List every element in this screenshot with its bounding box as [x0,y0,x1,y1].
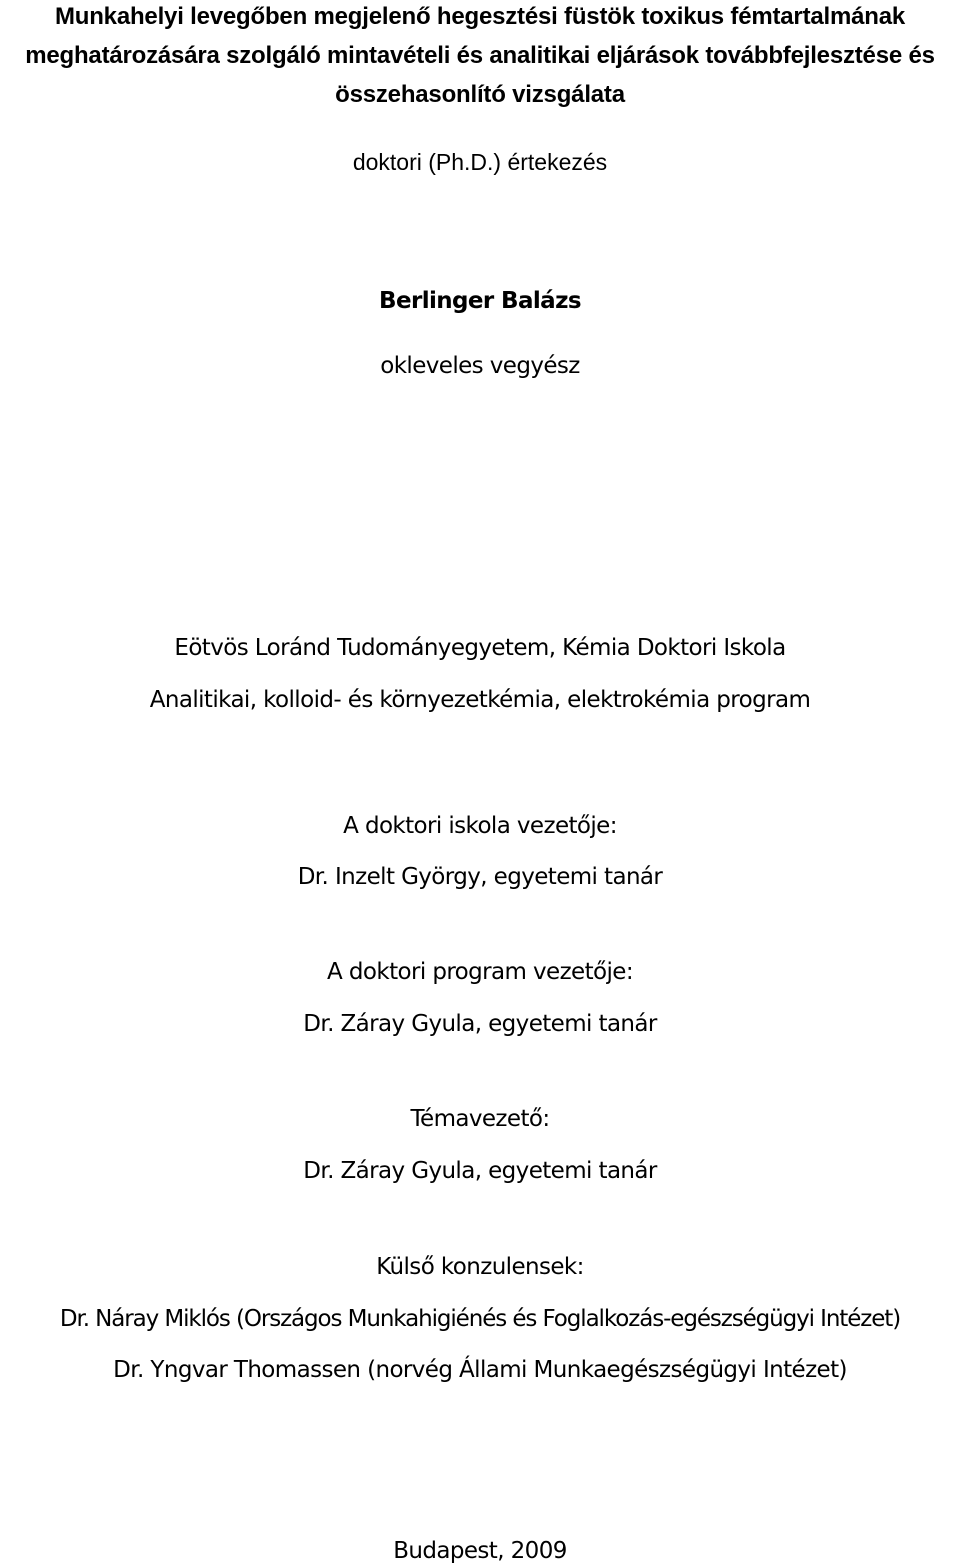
program-head-label: A doktori program vezetője: [327,959,633,985]
supervisor-label: Témavezető: [410,1106,550,1132]
author-name: Berlinger Balázs [379,288,581,314]
university: Eötvös Loránd Tudományegyetem, Kémia Doktori Iskola [174,635,786,661]
school-head-name: Dr. Inzelt György, egyetemi tanár [297,864,663,890]
place-and-year: Budapest, 2009 [393,1538,567,1564]
consultant-item: Dr. Náray Miklós (Országos Munkahigiénés és Foglalkozás-egészségügyi Intézet) [59,1306,901,1332]
consultant-item: Dr. Yngvar Thomassen (norvég Állami Munkaegészségügyi Intézet) [113,1357,847,1383]
title-line-1: Munkahelyi levegőben megjelenő hegesztési füstök toxikus fémtartalmának [54,3,906,30]
title-line-3: összehasonlító vizsgálata [335,81,625,108]
supervisor-name: Dr. Záray Gyula, egyetemi tanár [303,1158,657,1184]
title-line-2: meghatározására szolgáló mintavételi és analitikai eljárások továbbfejlesztése és [25,42,935,69]
program-head-name: Dr. Záray Gyula, egyetemi tanár [303,1011,657,1037]
consultants-label: Külső konzulensek: [376,1254,584,1280]
author-degree: okleveles vegyész [380,353,580,379]
doctoral-program: Analitikai, kolloid- és környezetkémia, elektrokémia program [149,687,811,713]
thesis-type: doktori (Ph.D.) értekezés [352,149,608,175]
school-head-label: A doktori iskola vezetője: [343,813,617,839]
